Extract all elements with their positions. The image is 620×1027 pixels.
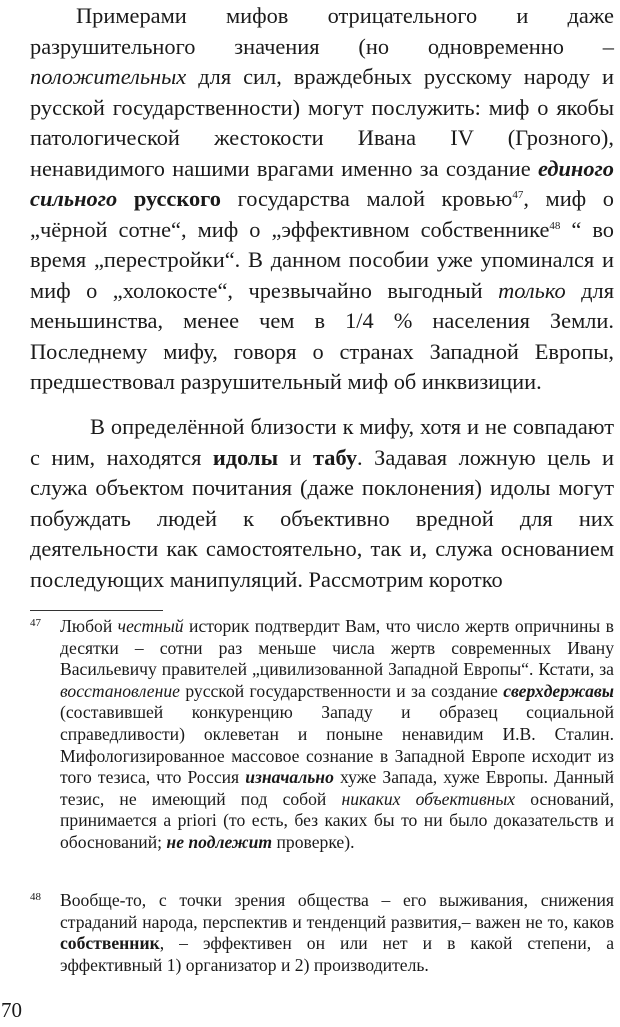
text-run: (составившей конкуренцию Западу и образец социальной справедливости) оклеветан и поныне ненавидим И.В. Сталин. Мифологизированное массовое сознание в Западной Европе исходит из того тезиса, что Россия xyxy=(60,702,614,788)
text-run: собственник xyxy=(60,933,160,954)
text-run: Любой xyxy=(60,616,118,636)
footnote-ref: 48 xyxy=(549,219,561,232)
text-run: историк подтвердит Вам, что число жертв опричнины в десятки – сотни раз меньше числа жертв современных Ивану Васильевичу правителей „цивилизованной Западной Европы“. Кстати, за xyxy=(60,616,614,680)
footnote-number: 47 xyxy=(30,617,41,629)
text-run: изначально xyxy=(245,767,334,788)
text-run: для меньшинства, менее чем в 1/4 % населения Земли. Последнему мифу, говоря о странах Западной Европы, предшествовал разрушительный миф об инквизиции. xyxy=(30,277,614,394)
text-run: русской государственности и за создание xyxy=(179,680,504,701)
paragraph-myths xyxy=(30,1,614,398)
text-run: хуже Запада, хуже Европы. Данный тезис, не имеющий под собой xyxy=(60,767,614,809)
text-run: Вообще-то, с точки зрения общества – его выживания, снижения страданий народа, перспектив и тенденций развития,– важен не то, каков xyxy=(60,890,614,932)
text-run: и xyxy=(278,444,314,470)
text-run: “ во время „перестройки“. В данном пособии уже упоминался и миф о „холокосте“, чрезвычайно выгодный xyxy=(30,216,614,303)
page-number: 70 xyxy=(1,998,22,1022)
footnote-48 xyxy=(30,890,614,976)
text-run: В определённой близости к мифу, хотя и не совпадают с ним, находятся xyxy=(30,414,614,470)
footnote-ref: 47 xyxy=(512,189,524,201)
text-run: честный xyxy=(117,616,184,636)
paragraph-text xyxy=(30,1,614,398)
text-run: для сил, враждебных русскому народу и русской государственности) могут послужить: миф о якобы патологической жестокости Ивана IV (Грозного), ненавидимого нашими врагами именно за создание xyxy=(30,64,614,181)
paragraph-text xyxy=(30,412,614,595)
text-run: восстановление xyxy=(60,680,180,701)
text-run: , – эффективен он или нет и в какой степени, а эффективный 1) организатор и 2) производитель. xyxy=(60,933,614,975)
footnote-text xyxy=(60,616,614,854)
text-run: положительных xyxy=(30,64,187,89)
footnote-47 xyxy=(30,616,614,854)
text-run: только xyxy=(498,277,566,303)
text-run: табу xyxy=(313,444,358,470)
text-run: идолы xyxy=(212,444,279,470)
footnote-text xyxy=(60,890,614,976)
text-run: оснований, принимается a priori (то есть, без каких бы то ни было доказательств и обоснований; xyxy=(60,788,614,852)
text-run: Примерами мифов отрицательного и даже разрушительного значения (но одновременно – xyxy=(30,3,614,59)
text-run: , миф о „чёрной сотне“, миф о „эффективном собственнике xyxy=(30,186,614,242)
text-run: русского xyxy=(133,186,221,211)
text-run xyxy=(117,186,134,211)
text-run: не подлежит xyxy=(166,831,273,852)
text-run: . Задавая ложную цель и служа объектом почитания (даже поклонения) идолы могут побуждать людей к объективно вредной для них деятельности как самостоятельно, так и, служа основанием последующих манипуляций. Рассмотрим коротко xyxy=(30,444,614,592)
text-run: проверке). xyxy=(272,831,355,852)
text-run: никаких объективных xyxy=(341,788,516,809)
text-run: единого сильного xyxy=(30,155,614,211)
paragraph-idols xyxy=(30,412,614,595)
footnote-separator xyxy=(30,610,163,611)
footnote-number: 48 xyxy=(30,891,41,903)
text-run: государства малой кровью xyxy=(220,186,513,211)
text-run: сверхдержавы xyxy=(503,680,614,701)
